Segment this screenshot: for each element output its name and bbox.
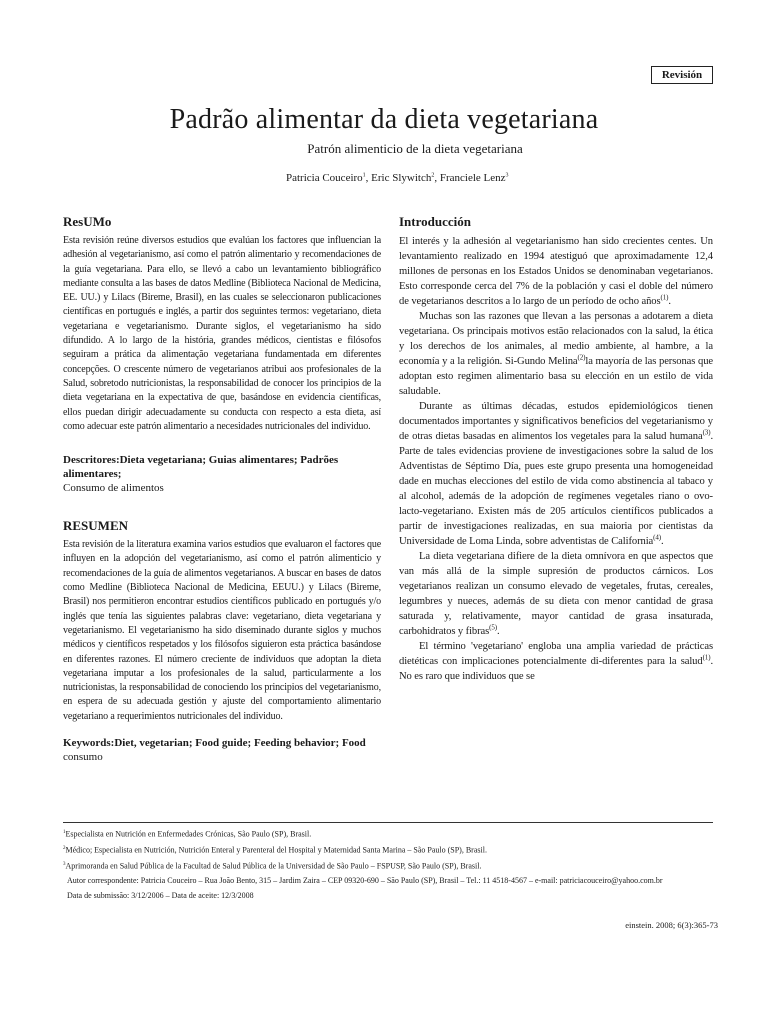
article-subtitle: Patrón alimenticio de la dieta vegetariana	[307, 141, 523, 156]
resumen-heading: RESUMEN	[63, 518, 129, 534]
footnote-affiliation-3: $^3$Aprimoranda en Salud Pública de la Facultad de Salud Pública de la Universidad de São Paulo – FSPUSP, São Paulo (SP), Brasil.	[63, 861, 482, 871]
resumen-text: Esta revisión de la literatura examina varios estudios que evaluaron el factores que influyen en la adopción del vegetarianismo, así como el patrón alimenticio y recomendaciones de la guía de alimentos vegetarianos. A buscar en bases de datos como Medline (Biblioteca Nacional de Medicina, EEUU.) y Lilacs (Bireme, Brasil) nos permitieron encontrar estudios científicos publicado en portugués y/o inglés que tenía las siguientes palabras clave: vegetariano, dieta vegetariana y vegetarianismo. El vegetarianismo ha sido diseminado durante siglos y muchos médicos y científicos respetados y los filósofos siguieron esta práctica basándose en diferentes razones. El número creciente de individuos que adoptan la dieta vegetariana imputar a los profesionales de la salud, particularmente a los nutricionistas, la responsabilidad de conociendo los principios del vegetarianismo, en espera de su adecuada gestión y ajuste del comportamiento alimentario vegetariano a requerimientos nutricionales del individuo.	[63, 539, 381, 722]
keywords-terms: Diet, vegetarian; Food guide; Feeding behavior; Food	[114, 737, 366, 750]
keywords-label: Keywords:	[63, 737, 115, 750]
intro-paragraph-3: Durante as últimas décadas, estudos epidemiológicos tienen documentados importantes y significativos beneficios del vegetarianismo y de otras dietas basadas en alimentos los vegetales para la salud humana$^{(3)}$. Parte de tales evidencias proviene de investigaciones sobre la salud de los Adventistas de Séptimo Día, pues este grupo presenta una homogeneidad dade en muchas elecciones del estilo de vida como abstinencia al tabaco y al alcohol, además de la adopción de regímenes vegetales riano o ovo-lacto-vegetariano. Existen más de 205 artículos científicos publicados a partir de investigaciones realizadas, en sua maioria por cientistas da Universidade de Loma Linda, sobre adventistas de California$^{(4)}$.	[399, 401, 713, 547]
author-name: Franciele Lenz	[439, 172, 506, 184]
descritores-terms-cont: Consumo de alimentos	[63, 482, 164, 495]
introduction-column	[399, 214, 713, 684]
intro-paragraph-5: El término 'vegetariano' engloba una amplia variedad de prácticas dietéticas con implicaciones potencialmente di-diferentes para la salud$^{(1)}$. No es raro que individuos que se	[399, 641, 713, 682]
intro-paragraph-1: El interés y la adhesión al vegetarianismo han sido crecientes centes. Un levantamiento realizado en 1994 atestiguó que aproximadamente 12,4 millones de personas en los Estados Unidos se denominaban vegetarianos. Esto corresponde cerca del 7% de la población y casi el doble del número de vegetarianos descritos a lo largo de un período de ocho años$^{(1)}$.	[399, 236, 713, 307]
intro-paragraph-2: Muchas son las razones que llevan a las personas a adotarem a dieta vegetariana. Os principais motivos estão relacionados con la salud, la ética y los derechos de los animales, al medio ambiente, al hambre, a la economía y a la religión. Si-Gundo Melina$^{(2)}$la mayoría de las personas que adoptan esto regimen alimentario basa su elección en un estilo de vida saludable.	[399, 311, 713, 397]
reference-mark: (5)	[489, 623, 498, 632]
introduction-heading: Introducción	[399, 214, 471, 229]
reference-mark: (4)	[653, 533, 662, 542]
footnote-affiliation-2: $^2$Médico; Especialista en Nutrición, Nutrición Enteral y Parenteral del Hospital y Maternidad Santa Marina – São Paulo (SP), Brasil.	[63, 845, 487, 855]
author-list: Patricia Couceiro$^1$, Eric Slywitch$^2$, Franciele Lenz$^3$	[286, 172, 509, 184]
descritores	[63, 453, 381, 495]
journal-citation: einstein. 2008; 6(3):365-73	[625, 920, 718, 930]
abstract-column	[63, 214, 381, 764]
footnote-corresponding-author: Autor correspondente: Patricia Couceiro – Rua João Bento, 315 – Jardim Zaira – CEP 09320-690 – São Paulo (SP), Brasil – Tel.: 11 4518-4567 – e-mail: patriciacouceiro@yahoo.com.br	[67, 876, 663, 886]
article-type-badge: Revisión	[651, 66, 713, 84]
footnotes	[63, 826, 743, 903]
reference-mark: (3)	[702, 428, 711, 437]
keywords	[63, 736, 381, 764]
author-name: Patricia Couceiro	[286, 172, 363, 184]
author-affiliation-mark: 2	[431, 172, 435, 179]
resumo-heading: ResUMo	[63, 214, 112, 229]
author-affiliation-mark: 1	[362, 172, 366, 179]
article-title: Padrão alimentar da dieta vegetariana	[169, 104, 599, 135]
intro-paragraph-4: La dieta vegetariana difiere de la dieta omnívora en que aspectos que van más allá de la simple supresión de productos cárnicos. Los vegetarianos realizan un consumo elevado de vegetales, frutas, cereales, legumbres y nueces, además de su dieta con menor cantidad de grasa saturada y, relativamente, mayor cantidad de grasa insaturada, carbohidratos y fibras$^{(5)}$.	[399, 551, 713, 637]
author-affiliation-mark: 3	[505, 172, 509, 179]
footnote-divider	[63, 822, 713, 823]
footnote-dates: Data de submissão: 3/12/2006 – Data de aceite: 12/3/2008	[67, 890, 254, 900]
reference-mark: (1)	[702, 653, 711, 662]
descritores-label: Descritores:	[63, 454, 120, 467]
reference-mark: (2)	[577, 353, 586, 362]
author-name: Eric Slywitch	[371, 172, 432, 184]
descritores-terms: Dieta vegetariana; Guias alimentares; Padrões alimentares;	[63, 454, 339, 481]
keywords-terms-cont: consumo	[63, 751, 103, 764]
reference-mark: (1)	[660, 293, 669, 302]
footnote-affiliation-1: $^1$Especialista en Nutrición en Enfermedades Crónicas, São Paulo (SP), Brasil.	[63, 829, 312, 839]
resumo-text: Esta revisión reúne diversos estudios que evalúan los factores que influencian la adhesión al vegetarianismo, así como el patrón alimentario y recomendaciones de la guía vegetariana. Para ello, se llevó a cabo un levantamiento bibliográfico mediante consulta a las bases de datos Medline (Biblioteca Nacional de Medicina, EE. UU.) y Lilacs (Bireme, Brasil), en las cuales se seleccionaron publicaciones científicas en portugués e inglés, a partir dos seguintes termos: vegetariano, dieta vegetariana e vegetarianismo. Durante siglos, el vegetarianismo ha sido difundido. A lo largo de la história, grandes médicos, cientistas e filósofos seguiram a prática da alimentação vegetariana fundamentada em diferentes concepções. O crescente número de vegetarianos atribui aos profesionales de la Salud, sobretodo nutricionistas, la responsabilidad de conocer los principios de la dieta vegetariana en la expectativa de que, basándose en evidencia científicas, ellos puedan dirigir adecuadamente su conducta con respecto a esta dieta, así como adecuar este patrón alimentario a necesidades nutricionales del individuo.	[63, 235, 381, 432]
